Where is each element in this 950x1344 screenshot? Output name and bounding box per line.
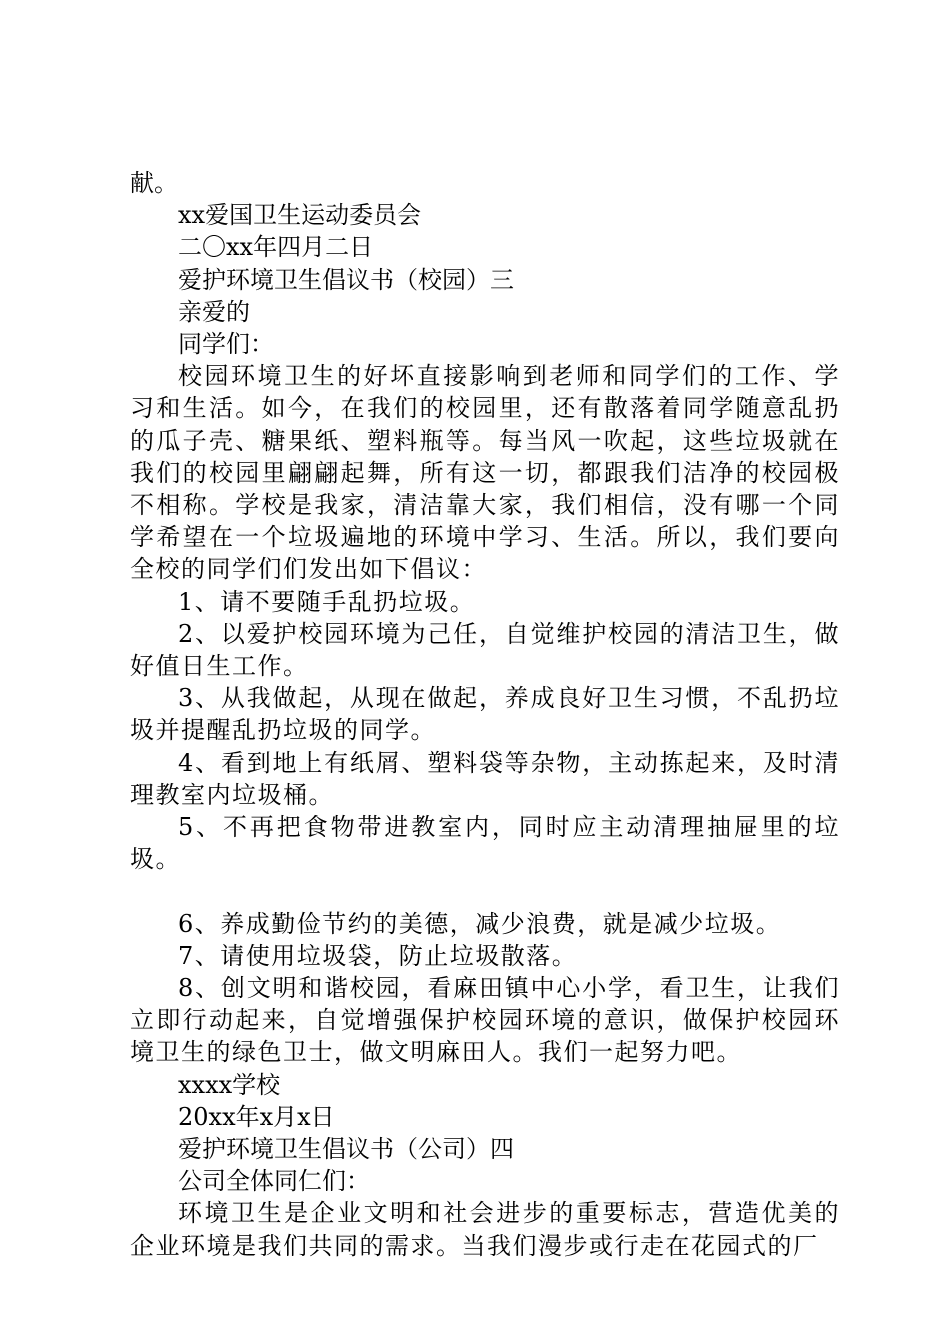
list-item: 4、看到地上有纸屑、塑料袋等杂物，主动拣起来，及时清理教室内垃圾桶。	[130, 748, 840, 809]
list-item: 5、不再把食物带进教室内，同时应主动清理抽屉里的垃圾。	[130, 812, 840, 874]
signature-organization: xx爱国卫生运动委员会	[178, 201, 422, 230]
signature-date: 二〇xx年四月二日	[178, 233, 374, 262]
signature-date: 20xx年x月x日	[178, 1102, 335, 1131]
section-title: 爱护环境卫生倡议书（公司）四	[178, 1134, 514, 1163]
blank-line	[130, 875, 840, 907]
list-item: 6、养成勤俭节约的美德，减少浪费，就是减少垃圾。	[178, 909, 782, 938]
salutation: 公司全体同仁们：	[178, 1167, 370, 1196]
list-item: 2、以爱护校园环境为己任，自觉维护校园的清洁卫生，做好值日生工作。	[130, 619, 840, 680]
list-item: 7、请使用垃圾袋，防止垃圾散落。	[178, 941, 578, 970]
paragraph: 校园环境卫生的好坏直接影响到老师和同学们的工作、学习和生活。如今，在我们的校园里，还有散落着同学随意乱扔的瓜子壳、糖果纸、塑料瓶等。每当风一吹起，这些垃圾就在我们的校园里翩翩起舞，所有这一切，都跟我们洁净的校园极不相称。学校是我家，清洁靠大家，我们相信，没有哪一个同学希望在一个垃圾遍地的环境中学习、生活。所以，我们要向全校的同学们们发出如下倡议：	[130, 362, 840, 584]
list-item: 3、从我做起，从现在做起，养成良好卫生习惯，不乱扔垃圾并提醒乱扔垃圾的同学。	[130, 684, 840, 745]
paragraph: 环境卫生是企业文明和社会进步的重要标志，营造优美的企业环境是我们共同的需求。当我们漫步或行走在花园式的厂	[130, 1199, 840, 1260]
text-line: 献。	[130, 169, 178, 197]
list-item: 8、创文明和谐校园，看麻田镇中心小学，看卫生，让我们立即行动起来，自觉增强保护校园环境的意识，做保护校园环境卫生的绿色卫士，做文明麻田人。我们一起努力吧。	[130, 973, 840, 1067]
signature-organization: xxxx学校	[178, 1070, 281, 1099]
document-body	[130, 167, 840, 1262]
salutation: 同学们：	[178, 329, 274, 358]
list-item: 1、请不要随手乱扔垃圾。	[178, 587, 476, 616]
salutation: 亲爱的	[178, 297, 250, 326]
section-title: 爱护环境卫生倡议书（校园）三	[178, 265, 514, 294]
